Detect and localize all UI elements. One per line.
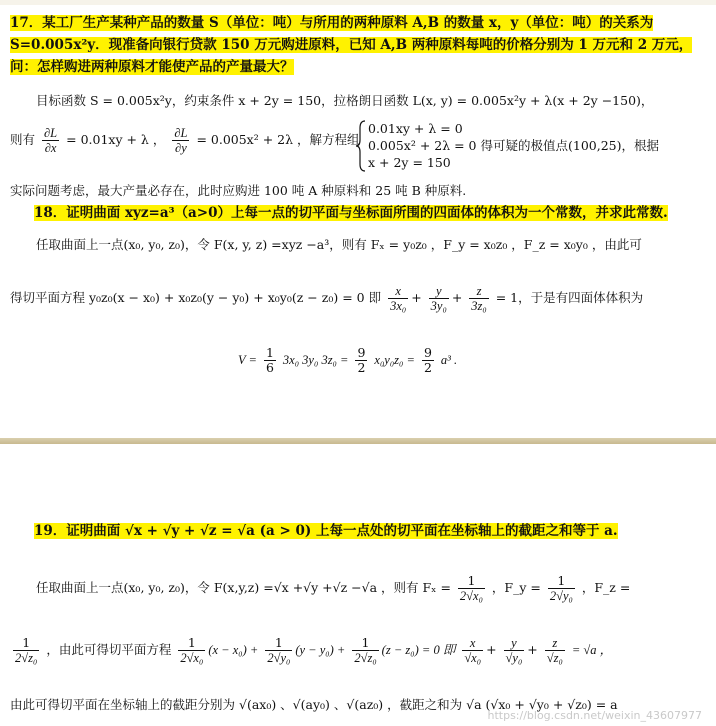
s2-num: y [504, 636, 525, 651]
nine-halves-2 [422, 346, 434, 375]
s3-den: √z₀ [546, 651, 563, 665]
one-num: 1 [265, 345, 274, 360]
t3-rest: (z − z₀) = 0 即 [381, 643, 456, 657]
p18-line2-prefix: 得切平面方程 y₀z₀(x − x₀) + x₀z₀(y − y₀) + x₀y₀(z − z₀) = 0 即 [10, 290, 382, 305]
nine-num-1: 9 [357, 345, 366, 360]
page-divider [0, 438, 716, 444]
fy-label: ，F_y = [491, 580, 541, 595]
fy-num: 1 [548, 574, 575, 589]
p18-line1-text: 任取曲面上一点(x₀, y₀, z₀)，令 F(x, y, z) =xyz −a³，则有 Fₓ = y₀z₀ ，F_y = x₀z₀ ，F_z = x₀y₀ ，由此可 [36, 237, 642, 252]
v-mid2: x₀y₀z₀ = [374, 353, 415, 367]
term2-fraction [265, 636, 292, 665]
s1-num: x [462, 636, 483, 651]
dL-dy-den: ∂y [175, 141, 187, 155]
t2-num: 1 [265, 636, 292, 651]
fx-num: 1 [458, 574, 485, 589]
t2-den: 2√y₀ [267, 651, 291, 665]
p17-line1-text: 目标函数 S = 0.005x²y，约束条件 x + 2y = 150，拉格朗日函数 L(x, y) = 0.005x²y + λ(x + 2y −150)， [36, 93, 654, 108]
z-over-3z0 [469, 284, 488, 313]
dL-dx-den: ∂x [44, 141, 57, 155]
v-prefix: V = [238, 353, 257, 367]
3x0-den: 3x₀ [390, 299, 407, 313]
dL-dy-rhs: = 0.005x² + 2λ ，解方程组 [196, 132, 360, 147]
nine-num-2: 9 [423, 345, 432, 360]
dL-dy-num: ∂L [174, 126, 188, 140]
y-num: y [429, 284, 449, 299]
y-over-3y0 [429, 284, 449, 313]
nine-halves-1 [355, 346, 367, 375]
t3-den: 2√z₀ [354, 651, 377, 665]
s3-num: z [545, 636, 565, 651]
x-num: x [388, 284, 408, 299]
fz-den: 2√z₀ [15, 651, 38, 665]
problem-18-text: 18．证明曲面 xyz=a³（a>0）上每一点的切平面与坐标面所围的四面体的体积为一个常数，并求此常数. [34, 205, 668, 221]
term3-fraction [352, 636, 378, 665]
v-end: a³ . [440, 353, 458, 367]
dL-dx-rhs: = 0.01xy + λ ， [66, 132, 166, 147]
system-eq-1: 0.01xy + λ = 0 [368, 121, 463, 136]
problem-18-line-2: 得切平面方程 y₀z₀(x − x₀) + x₀z₀(y − y₀) + x₀y₀(z − z₀) = 0 即 $\frac{x}{\text{3x₀}}$ + $\frac{y}{\text{3y₀}}$ + $\frac{z}{\text{3z₀}}$ = 1，于是有四面体体积为 [10, 284, 644, 313]
z-num: z [469, 284, 488, 299]
p18-line2-suffix: = 1，于是有四面体体积为 [495, 290, 644, 305]
t1-num: 1 [178, 636, 205, 651]
system-eq-2: 0.005x² + 2λ = 0 得可疑的极值点(100,25)，根据 [368, 138, 659, 153]
problem-19-text: 19．证明曲面 √x + √y + √z = √a (a > 0) 上每一点处的切平面在坐标轴上的截距之和等于 a. [34, 523, 618, 539]
dL-dx-num: ∂L [44, 126, 58, 140]
p19-line2-mid: ，由此可得切平面方程 [46, 642, 172, 657]
3z0-den: 3z₀ [471, 299, 487, 313]
fz-num: 1 [13, 636, 39, 651]
Fz-fraction [13, 636, 39, 665]
problem-17-question [10, 12, 694, 78]
problem-19-question [34, 520, 618, 542]
two-den-1: 2 [357, 360, 366, 375]
p17-line3-text: 实际问题考虑，最大产量必存在，此时应购进 100 吨 A 种原料和 25 吨 B 种原料. [10, 183, 467, 198]
problem-17-line-1 [36, 92, 653, 110]
t3-num: 1 [352, 636, 378, 651]
problem-19-line-2: $\frac{1}{\text{2√z₀}}$ ，由此可得切平面方程 $\frac{1}{\text{2√x₀}}$ (x − x₀) + $\frac{1}{\text{2√y₀}}$ (y − y₀) + $\frac{1}{\text{2√z₀}}$ (z − z₀) = 0 即 $\frac{x}{\text{√x₀}}$ + $\frac{y}{\text{√y₀}}$ + $\frac{z}{\text{√z₀}}$ = √a ， [15, 635, 613, 665]
volume-formula [238, 346, 457, 375]
t2-rest: (y − y₀) + [295, 643, 346, 657]
six-den: 6 [265, 360, 274, 375]
x-over-3x0 [388, 284, 408, 313]
Fx-fraction [458, 574, 485, 603]
s1-den: √x₀ [464, 651, 482, 665]
dL-dy-fraction [172, 126, 189, 155]
problem-17-line-3 [10, 182, 466, 200]
fy-den: 2√y₀ [549, 589, 573, 603]
problem-18-question [34, 202, 668, 224]
t1-rest: (x − x₀) + [208, 643, 259, 657]
system-eq-3: x + 2y = 150 [368, 155, 451, 170]
v-mid: 3x₀ 3y₀ 3z₀ = [282, 353, 349, 367]
problem-17-line-2 [10, 126, 360, 155]
sum3-fraction [545, 636, 565, 665]
t1-den: 2√x₀ [180, 651, 204, 665]
p17-then: 则有 [10, 132, 36, 147]
problem-19-line-1 [36, 574, 630, 603]
Fy-fraction [548, 574, 575, 603]
dL-dx-fraction [42, 126, 59, 155]
fz-label: ，F_z = [581, 580, 631, 595]
sum2-fraction [504, 636, 525, 665]
term1-fraction [178, 636, 205, 665]
left-brace [356, 120, 366, 172]
two-den-2: 2 [423, 360, 432, 375]
fx-den: 2√x₀ [459, 589, 483, 603]
page-top-edge [0, 0, 716, 5]
p19-line1-text: 任取曲面上一点(x₀, y₀, z₀)，令 F(x,y,z) =√x +√y +√z −√a ，则有 Fₓ = [36, 580, 451, 595]
s-end: = √a ， [571, 643, 613, 657]
sum1-fraction [462, 636, 483, 665]
p19-line3-text: 由此可得切平面在坐标轴上的截距分别为 √(ax₀) 、√(ay₀) 、√(az₀) ，截距之和为 √a (√x₀ + √y₀ + √z₀) = a [10, 697, 618, 712]
problem-17-text: 17．某工厂生产某种产品的数量 S（单位：吨）与所用的两种原料 A,B 的数量 x，y（单位：吨）的关系为 S=0.005x²y．现准备向银行贷款 150 万元购进原料，已知 A,B 两种原料每吨的价格分别为 1 万元和 2 万元，问：怎样购进两种原料才能使产品的产量最大？ [10, 15, 693, 75]
s2-den: √y₀ [505, 651, 523, 665]
3y0-den: 3y₀ [430, 299, 447, 313]
csdn-watermark: https://blog.csdn.net/weixin_43607977 [487, 709, 702, 722]
problem-18-line-1 [36, 236, 642, 254]
one-sixth [264, 346, 276, 375]
